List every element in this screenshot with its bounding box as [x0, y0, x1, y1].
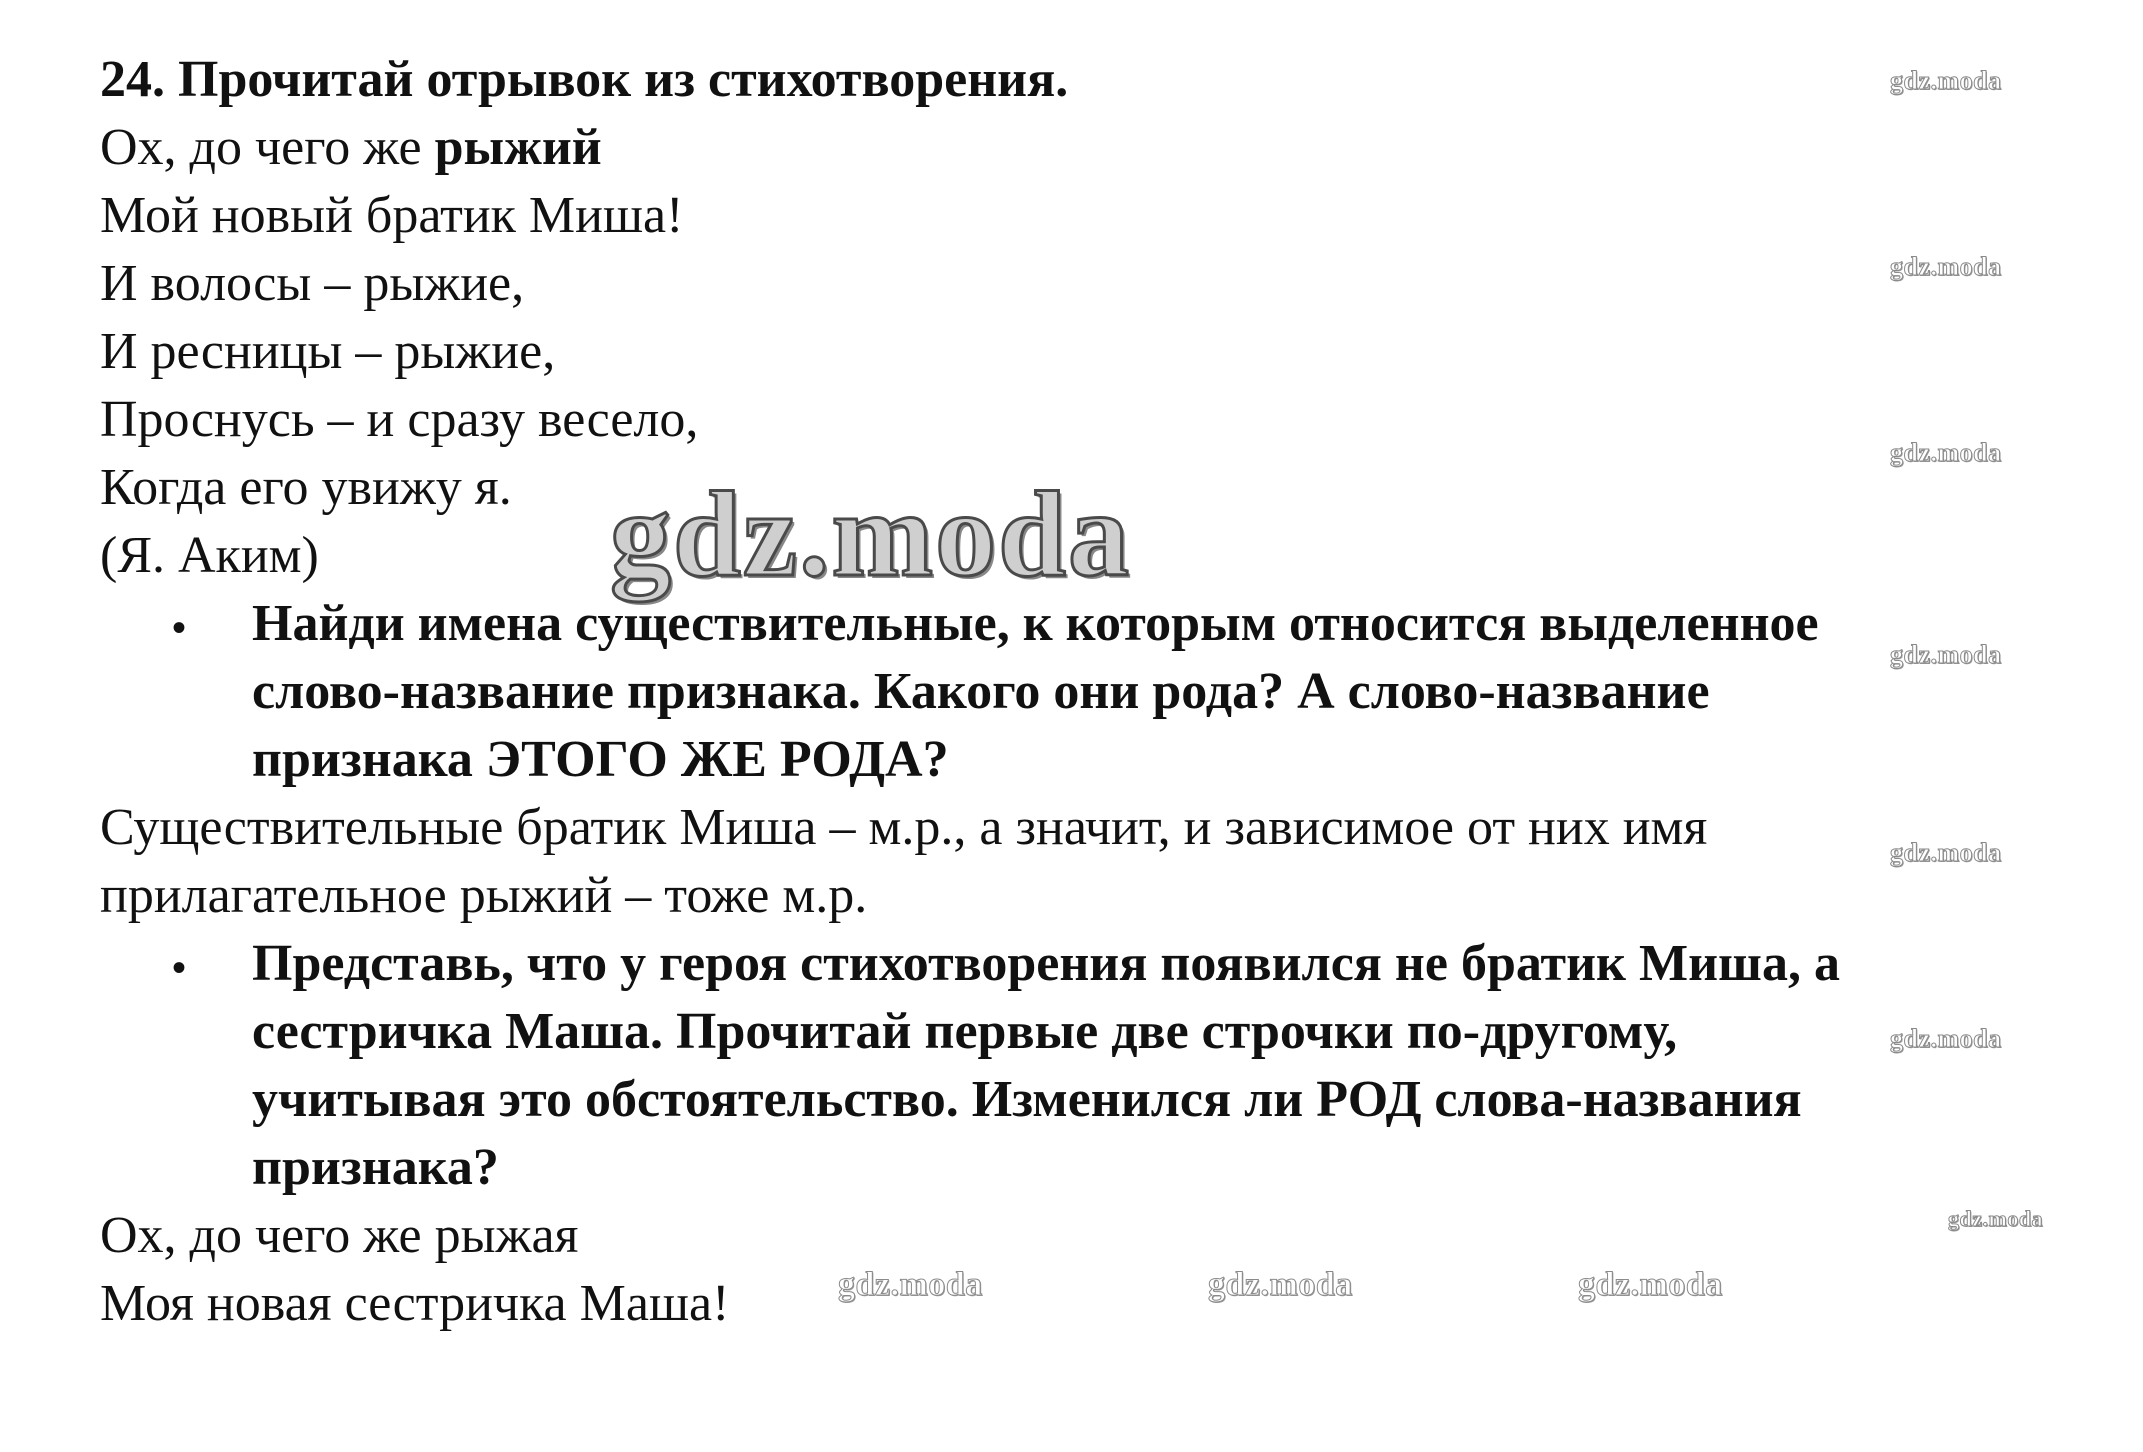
bullet-1: • — [172, 605, 187, 650]
watermark-small: gdz.moda — [1208, 1266, 1353, 1303]
watermark-small: gdz.moda — [838, 1266, 983, 1303]
question-2-line-3: учитывая это обстоятельство. Изменился ли РОД слова-названия — [252, 1071, 1802, 1128]
watermark-small: gdz.moda — [1890, 838, 2002, 867]
poem-line-4: И ресницы – рыжие, — [100, 323, 556, 380]
watermark-small: gdz.moda — [1890, 252, 2002, 281]
watermark-small: gdz.moda — [1890, 1024, 2002, 1053]
poem-author: (Я. Аким) — [100, 527, 319, 584]
question-2-line-1: Представь, что у героя стихотворения появился не братик Миша, а — [252, 935, 1840, 992]
task-title: 24. Прочитай отрывок из стихотворения. — [100, 51, 1069, 108]
highlighted-word: рыжий — [434, 119, 602, 176]
question-2-line-4: признака? — [252, 1139, 499, 1196]
answer-2-line-1: Ох, до чего же рыжая — [100, 1207, 579, 1264]
poem-line-5: Проснусь – и сразу весело, — [100, 391, 699, 448]
watermark-small: gdz.moda — [1890, 66, 2002, 95]
poem-line-3: И волосы – рыжие, — [100, 255, 525, 312]
question-1-line-2: слово-название признака. Какого они рода? А слово-название — [252, 663, 1710, 720]
watermark-small: gdz.moda — [1948, 1206, 2044, 1231]
poem-line-2: Мой новый братик Миша! — [100, 187, 684, 244]
question-2-line-2: сестричка Маша. Прочитай первые две строчки по-другому, — [252, 1003, 1678, 1060]
watermark-small: gdz.moda — [1578, 1266, 1723, 1303]
poem-line-1-text: Ох, до чего же — [100, 119, 435, 176]
poem-line-1 — [100, 114, 602, 182]
watermark-small: gdz.moda — [1890, 438, 2002, 467]
answer-1-line-1: Существительные братик Миша – м.р., а значит, и зависимое от них имя — [100, 799, 1708, 856]
answer-2-line-2: Моя новая сестричка Маша! — [100, 1275, 730, 1332]
poem-line-6: Когда его увижу я. — [100, 459, 512, 516]
question-1-line-1: Найди имена существительные, к которым относится выделенное — [252, 595, 1819, 652]
watermark-small: gdz.moda — [1890, 640, 2002, 669]
watermark-large: gdz.moda — [610, 467, 1131, 602]
question-1-line-3: признака ЭТОГО ЖЕ РОДА? — [252, 731, 949, 788]
answer-1-line-2: прилагательное рыжий – тоже м.р. — [100, 867, 868, 924]
bullet-2: • — [172, 945, 187, 990]
